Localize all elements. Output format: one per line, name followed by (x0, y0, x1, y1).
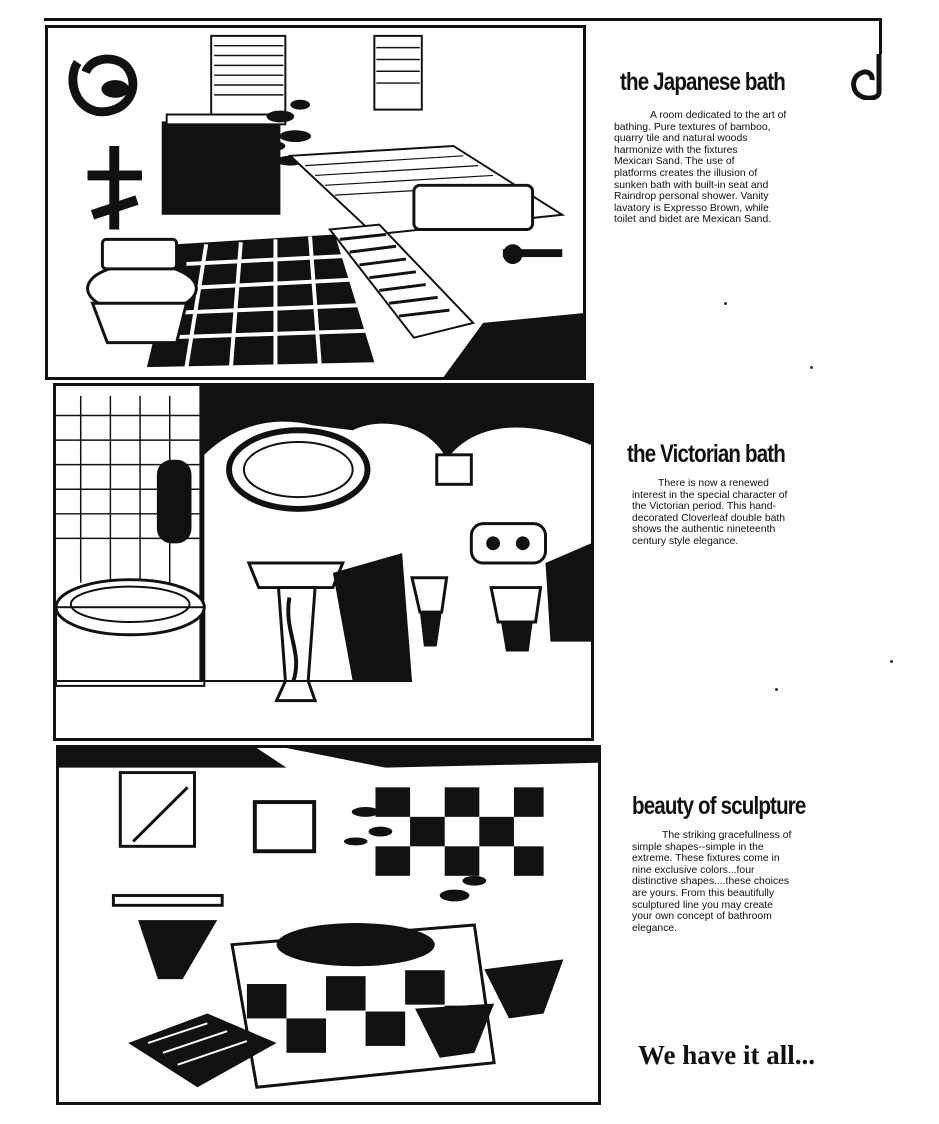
tagline: We have it all... (638, 1040, 815, 1070)
sculpture-description: The striking gracefullness of simple shapes--simple in the extreme. These fixtures come in nine exclusive colors...four distinctive shapes....these choices are yours. From this beautifully sculptured line you may create your own concept of bathroom elegance. (632, 830, 792, 934)
japanese-bath-illustration (45, 25, 586, 380)
scan-speck (890, 660, 893, 663)
japanese-bath-description: A room dedicated to the art of bathing. Pure textures of bamboo, quarry tile and natural woods harmonize with the fixtures Mexican Sand. The use of platforms creates the illusion of sunken bath with built-in seat and Raindrop personal shower. Vanity lavatory is Expresso Brown, while toilet and bidet are Mexican Sand. (614, 110, 787, 226)
hook-ornament-icon (848, 52, 888, 100)
scan-speck (810, 366, 813, 369)
scan-speck (724, 302, 727, 305)
sculpture-heading: beauty of sculpture (632, 792, 806, 820)
top-border-line (44, 18, 882, 21)
sculpture-bath-illustration (56, 745, 601, 1105)
victorian-bath-illustration (53, 383, 594, 741)
right-border-line (879, 18, 882, 54)
victorian-bath-heading: the Victorian bath (627, 440, 786, 468)
victorian-bath-description: There is now a renewed interest in the special character of the Victorian period. This hand- decorated Cloverleaf double bath shows the authentic nineteenth century style elegance. (632, 478, 788, 547)
japanese-bath-heading: the Japanese bath (620, 68, 785, 96)
scan-speck (775, 688, 778, 691)
